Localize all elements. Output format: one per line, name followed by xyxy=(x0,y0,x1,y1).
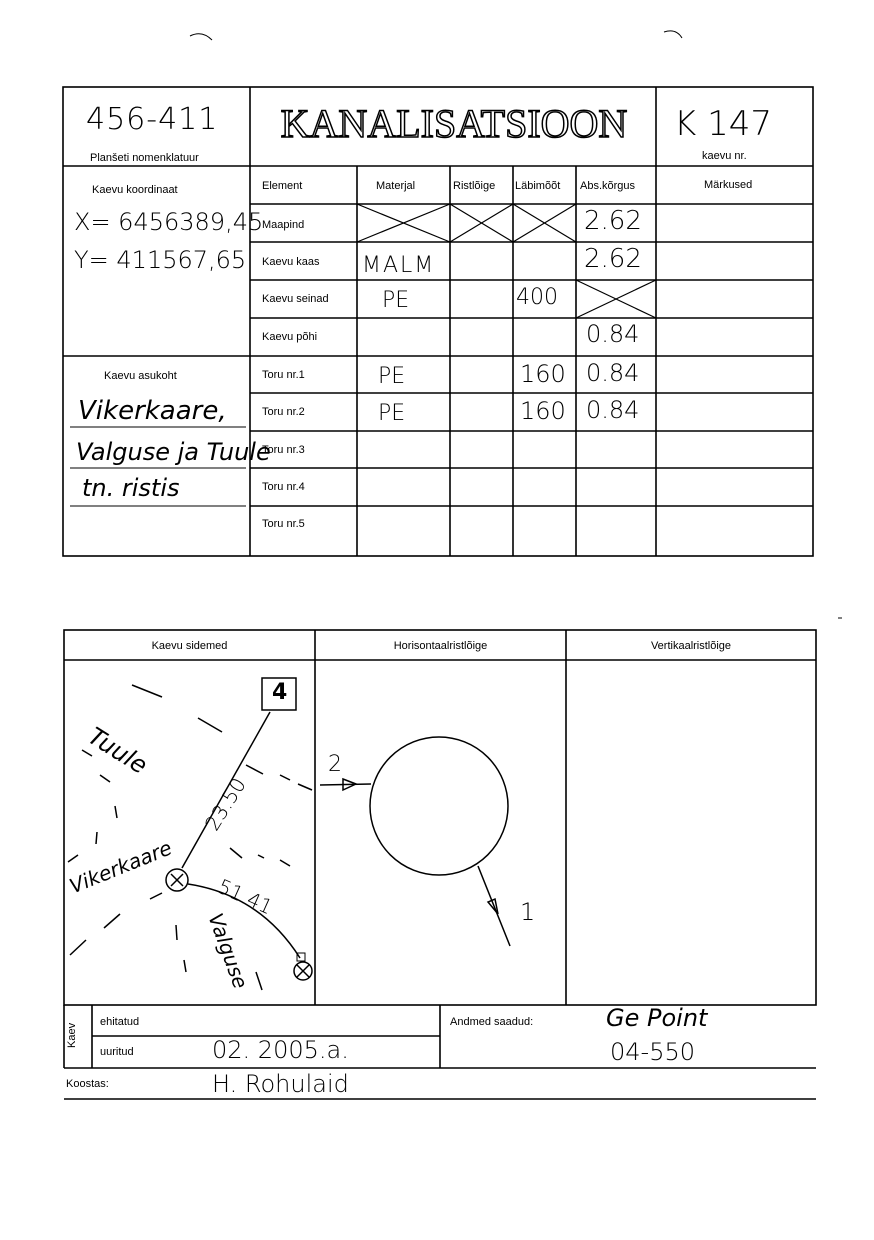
data-code: 04-550 xyxy=(610,1038,696,1066)
row-element: Maapind xyxy=(262,219,305,231)
page-title: KANALISATSIOON xyxy=(280,101,628,146)
plan-label: Planšeti nomenklatuur xyxy=(90,152,199,164)
plan-number: 456-411 xyxy=(86,102,219,137)
col-header-cross: Ristlõige xyxy=(453,180,496,192)
distance-label-2: 51.41 xyxy=(214,874,277,920)
distance-label-1: 23.50 xyxy=(200,773,251,835)
cell-material: MALM xyxy=(362,253,436,278)
cell-material: PE xyxy=(382,288,410,313)
location-line-2: Valguse ja Tuule xyxy=(76,438,271,466)
box-label: 4 xyxy=(272,680,288,705)
cell-diameter: 160 xyxy=(520,360,566,388)
col-header-diameter: Läbimõõt xyxy=(515,180,561,192)
col-header-notes: Märkused xyxy=(704,179,753,191)
street-valguse: Valguse xyxy=(203,910,253,992)
location-line-1: Vikerkaare, xyxy=(78,396,227,426)
cell-diameter: 400 xyxy=(516,285,558,310)
street-vikerkaare: Vikerkaare xyxy=(66,835,176,899)
col-header-height: Abs.kõrgus xyxy=(580,180,636,192)
panel-vertical-title: Vertikaalristlõige xyxy=(650,640,732,652)
built-label: ehitatud xyxy=(100,1016,140,1028)
well-id: K 147 xyxy=(674,104,772,144)
panel-horizontal-title: Horisontaalristlõige xyxy=(393,640,488,652)
data-source-label: Andmed saadud: xyxy=(450,1016,534,1028)
cell-height: 0.84 xyxy=(586,320,640,348)
cell-material: PE xyxy=(378,364,406,389)
row-element: Toru nr.2 xyxy=(262,406,305,418)
data-source: Ge Point xyxy=(606,1004,708,1032)
cell-height: 0.84 xyxy=(586,396,640,424)
compiler-name: H. Rohulaid xyxy=(212,1070,349,1098)
row-element: Kaevu seinad xyxy=(262,293,329,305)
row-element: Toru nr.3 xyxy=(262,444,305,456)
location-line-3: tn. ristis xyxy=(82,474,180,502)
row-element: Toru nr.5 xyxy=(262,518,305,530)
row-element: Toru nr.4 xyxy=(262,481,305,493)
cell-height: 0.84 xyxy=(586,359,640,387)
well-label: kaevu nr. xyxy=(702,150,747,162)
row-element: Kaevu kaas xyxy=(262,256,320,268)
pipe-1-label: 1 xyxy=(520,898,536,926)
pipe-2-label: 2 xyxy=(328,752,342,777)
compiler-label: Koostas: xyxy=(66,1078,109,1090)
cell-height: 2.62 xyxy=(584,244,642,274)
coords-label: Kaevu koordinaat xyxy=(92,184,178,196)
row-element: Kaevu põhi xyxy=(262,331,318,343)
cell-diameter: 160 xyxy=(520,397,566,425)
col-header-material: Materjal xyxy=(376,180,416,192)
row-element: Toru nr.1 xyxy=(262,369,305,381)
location-label: Kaevu asukoht xyxy=(104,370,177,382)
footer-side-label: Kaev xyxy=(66,1022,78,1048)
coord-x: X= 6456389,45 xyxy=(74,208,264,236)
col-header-element: Element xyxy=(262,180,303,192)
survey-date: 02. 2005.a. xyxy=(212,1036,349,1064)
surveyed-label: uuritud xyxy=(100,1046,134,1058)
street-tuule: Tuule xyxy=(83,722,153,780)
coord-y: Y= 411567,65 xyxy=(74,246,247,274)
cell-material: PE xyxy=(378,401,406,426)
panel-connections-title: Kaevu sidemed xyxy=(151,640,228,652)
cell-height: 2.62 xyxy=(584,206,642,236)
